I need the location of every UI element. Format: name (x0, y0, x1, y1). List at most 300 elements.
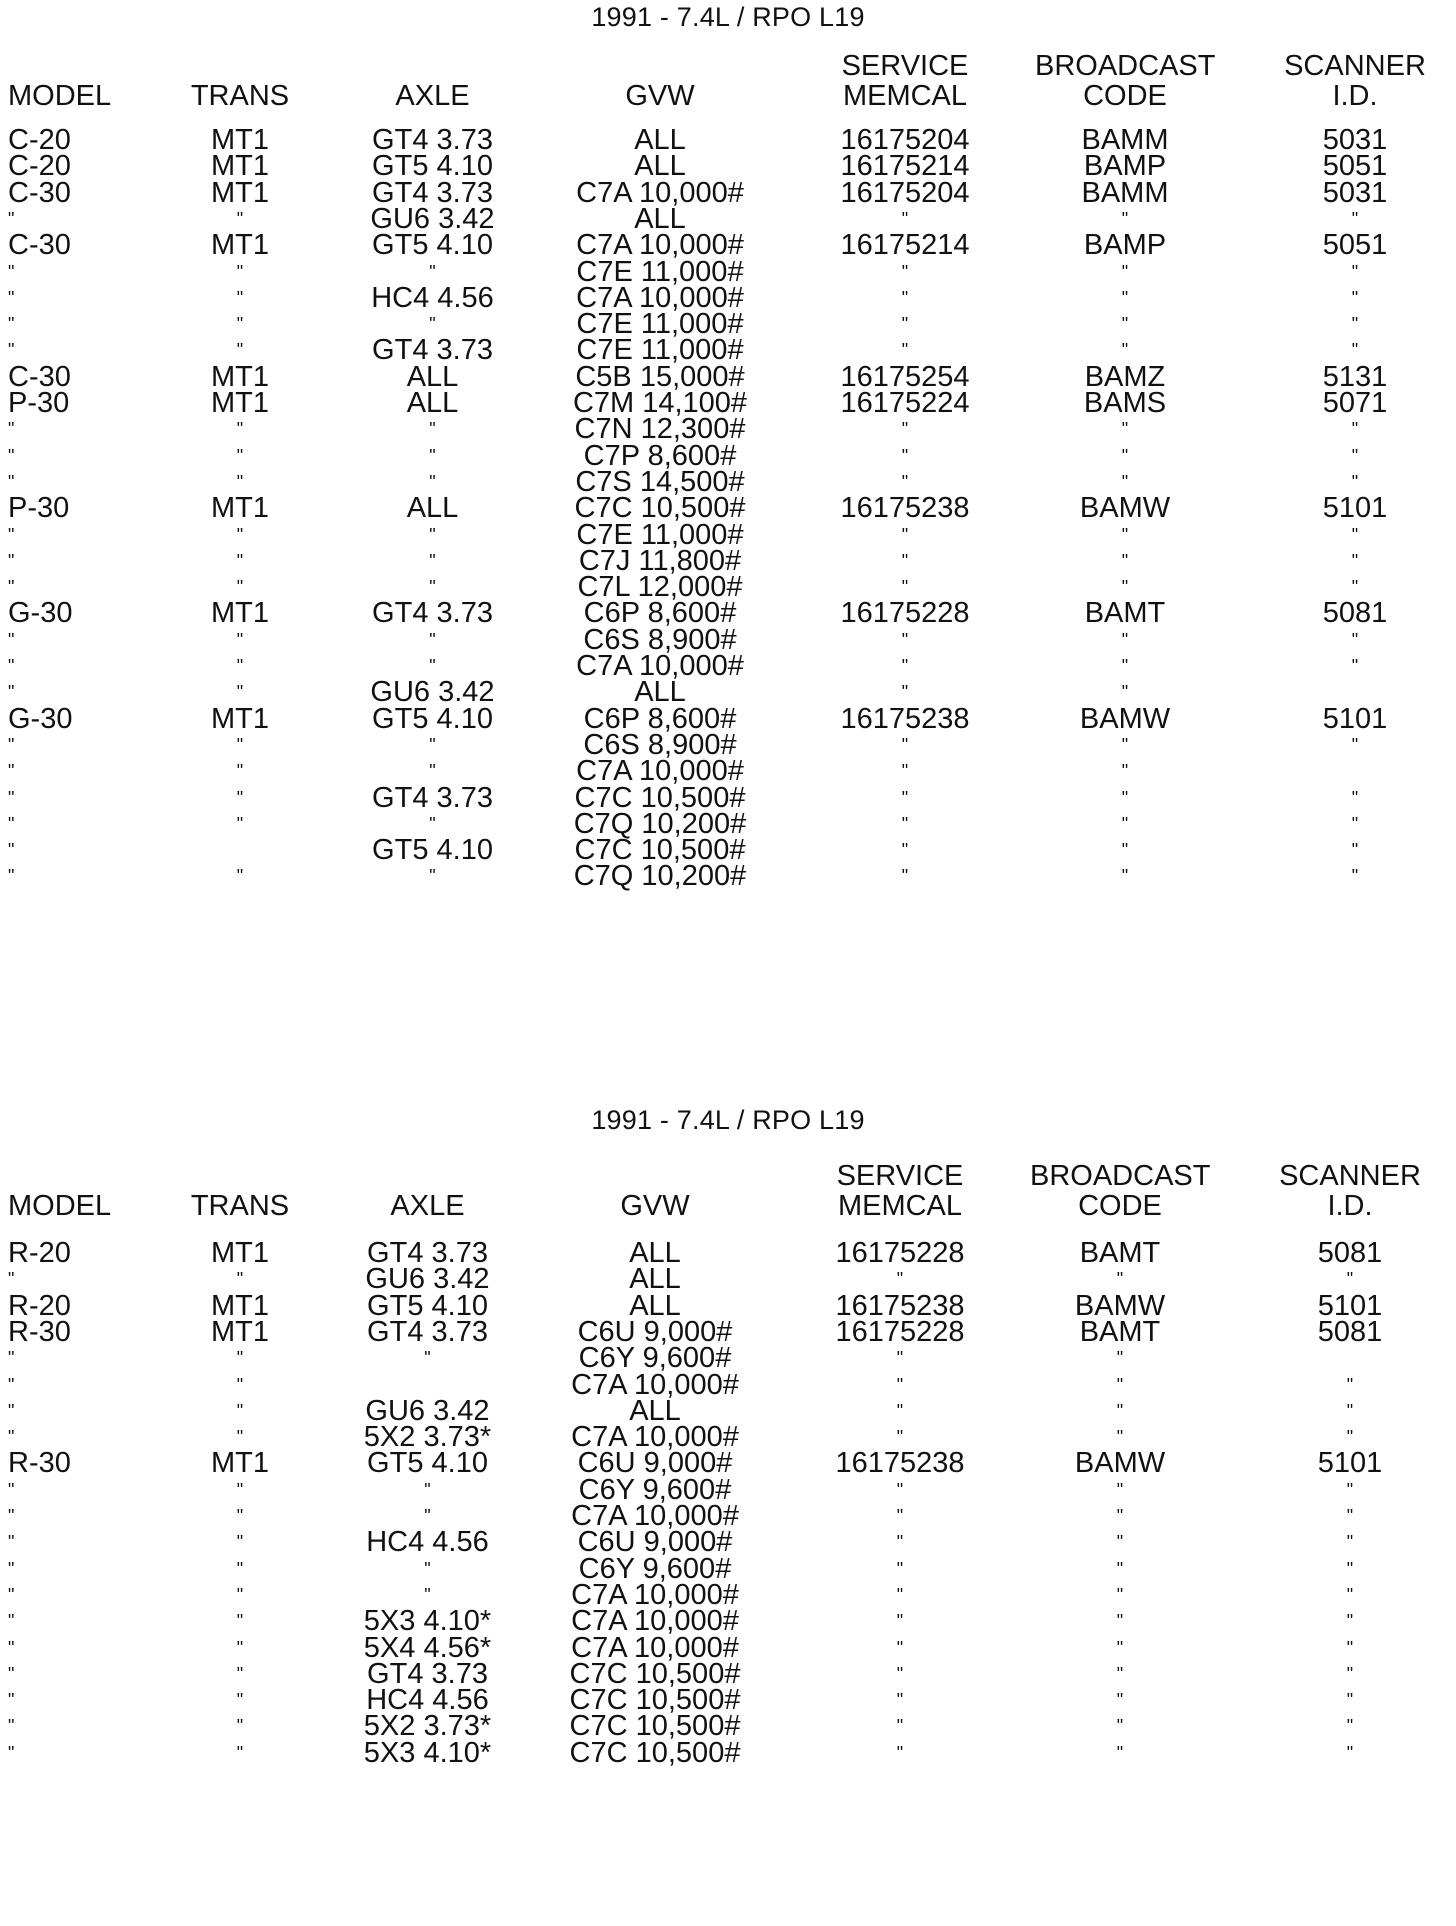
header-service: SERVICE (836, 1160, 964, 1192)
cell-model: " (8, 1348, 15, 1369)
cell-model: " (8, 1479, 15, 1500)
cell-axle: " (429, 656, 436, 676)
cell-trans: " (236, 1663, 244, 1684)
cell-model: R-30 (8, 1315, 71, 1348)
cell-axle: " (424, 1479, 431, 1500)
cell-trans: " (236, 577, 244, 598)
cell-gvw: C6U 9,000# (577, 1315, 733, 1348)
cell-memcal: 16175224 (840, 387, 970, 419)
cell-axle: " (424, 1506, 431, 1526)
cell-trans: " (236, 419, 244, 440)
cell-trans: " (236, 445, 244, 466)
cell-memcal: " (896, 1742, 904, 1763)
cell-model: " (8, 445, 15, 466)
cell-model: " (8, 787, 15, 808)
cell-scanner: 5051 (1322, 229, 1388, 262)
cell-gvw: C7E 11,000# (576, 308, 744, 341)
cell-axle: " (429, 813, 436, 834)
cell-code: " (1121, 734, 1129, 755)
cell-model: " (8, 1663, 15, 1684)
cell-trans: " (236, 866, 244, 887)
cell-trans: " (236, 340, 244, 361)
header-trans: TRANS (190, 1190, 290, 1222)
cell-trans: MT1 (211, 387, 269, 419)
cell-gvw: C7C 10,500# (569, 1657, 741, 1690)
cell-gvw: C7A 10,000# (571, 1605, 739, 1638)
cell-memcal: " (901, 208, 909, 229)
cell-axle: " (429, 524, 436, 545)
cell-scanner: " (1351, 787, 1359, 808)
cell-axle: GT5 4.10 (372, 229, 493, 262)
header-model: MODEL (8, 80, 112, 112)
cell-axle: GT5 4.10 (372, 702, 493, 735)
cell-code: " (1116, 1400, 1124, 1421)
header-trans: TRANS (190, 80, 290, 112)
cell-scanner: " (1351, 208, 1359, 229)
cell-code: BAMT (1079, 1315, 1161, 1348)
cell-scanner: " (1351, 813, 1359, 834)
cell-code: BAMZ (1084, 360, 1166, 393)
cell-code: BAMP (1083, 150, 1167, 183)
cell-gvw: C6Y 9,600# (578, 1473, 732, 1506)
cell-memcal: " (901, 445, 909, 466)
cell-model: R-20 (8, 1289, 71, 1322)
cell-memcal: " (901, 787, 909, 808)
cell-model: " (8, 629, 15, 650)
cell-trans: " (236, 1716, 244, 1737)
cell-gvw: C6P 8,600# (583, 597, 737, 630)
cell-memcal: " (896, 1584, 904, 1605)
cell-memcal: 16175238 (840, 492, 970, 525)
cell-memcal: " (901, 287, 909, 308)
cell-scanner: " (1351, 629, 1359, 650)
cell-code: " (1121, 208, 1129, 229)
header-id: I.D. (1332, 80, 1378, 112)
cell-axle: GU6 3.42 (365, 1394, 490, 1427)
cell-memcal: " (896, 1637, 904, 1658)
cell-memcal: " (901, 524, 909, 545)
cell-model: " (8, 577, 15, 598)
cell-code: " (1121, 813, 1129, 834)
cell-gvw: C7N 12,300# (574, 413, 746, 446)
cell-scanner: 5081 (1317, 1315, 1383, 1348)
header-memcal: MEMCAL (842, 80, 968, 112)
cell-code: " (1116, 1690, 1124, 1711)
cell-code: " (1121, 340, 1129, 361)
cell-axle: GT4 3.73 (372, 124, 493, 156)
cell-gvw: C6U 9,000# (577, 1447, 733, 1480)
cell-gvw: C7E 11,000# (576, 334, 744, 367)
cell-memcal: 16175214 (840, 229, 970, 262)
cell-trans: " (236, 1400, 244, 1421)
cell-model: " (8, 524, 15, 545)
cell-scanner: " (1351, 445, 1359, 466)
cell-model: " (8, 761, 15, 782)
cell-trans: MT1 (211, 1289, 269, 1322)
cell-gvw: ALL (629, 1394, 681, 1427)
cell-memcal: " (901, 471, 909, 492)
cell-axle: " (429, 261, 436, 282)
cell-gvw: C7Q 10,200# (573, 860, 747, 893)
cell-axle: " (429, 419, 436, 440)
cell-model: " (8, 1269, 15, 1290)
cell-scanner: " (1351, 340, 1359, 361)
cell-axle: 5X3 4.10* (363, 1736, 492, 1769)
cell-scanner: 5031 (1322, 124, 1388, 156)
cell-gvw: ALL (629, 1263, 681, 1296)
cell-scanner: " (1346, 1506, 1354, 1526)
cell-scanner: " (1351, 656, 1359, 676)
cell-trans: " (236, 1637, 244, 1658)
cell-axle: GT4 3.73 (372, 334, 493, 367)
cell-model: " (8, 471, 15, 492)
cell-memcal: " (901, 261, 909, 282)
cell-gvw: C7A 10,000# (576, 281, 744, 314)
cell-code: BAMT (1084, 597, 1166, 630)
cell-axle: " (424, 1584, 431, 1605)
cell-axle: GU6 3.42 (370, 202, 495, 235)
cell-memcal: " (896, 1269, 904, 1290)
cell-gvw: C7L 12,000# (577, 571, 743, 604)
cell-trans: " (236, 550, 244, 571)
header-memcal: MEMCAL (837, 1190, 963, 1222)
cell-gvw: ALL (629, 1237, 681, 1269)
cell-gvw: C7C 10,500# (574, 834, 746, 867)
cell-code: " (1121, 656, 1129, 676)
cell-scanner: " (1351, 734, 1359, 755)
cell-code: BAMM (1081, 124, 1169, 156)
cell-model: " (8, 1742, 15, 1763)
cell-scanner: " (1346, 1374, 1354, 1395)
cell-gvw: C6S 8,900# (583, 728, 737, 761)
cell-trans: " (236, 682, 244, 703)
cell-axle: GT4 3.73 (372, 597, 493, 630)
header-scanner: SCANNER (1279, 1160, 1421, 1192)
cell-axle: " (429, 471, 436, 492)
cell-code: BAMM (1081, 176, 1169, 209)
cell-code: " (1121, 577, 1129, 598)
cell-trans: MT1 (211, 1315, 269, 1348)
cell-memcal: " (896, 1374, 904, 1395)
cell-model: " (8, 550, 15, 571)
cell-model: " (8, 1558, 15, 1579)
header-code: CODE (1083, 80, 1167, 112)
cell-trans: MT1 (211, 597, 269, 630)
cell-axle: GT4 3.73 (367, 1237, 488, 1269)
cell-model: R-30 (8, 1447, 71, 1480)
cell-gvw: C7A 10,000# (576, 229, 744, 262)
cell-gvw: C7M 14,100# (572, 387, 748, 419)
cell-scanner: " (1346, 1427, 1354, 1448)
cell-trans: " (236, 261, 244, 282)
cell-axle: GT5 4.10 (372, 834, 493, 867)
cell-model: " (8, 813, 15, 834)
cell-scanner: 5101 (1322, 492, 1388, 525)
cell-model: " (8, 682, 15, 703)
cell-model: C-20 (8, 150, 71, 183)
cell-memcal: " (896, 1479, 904, 1500)
cell-gvw: C6Y 9,600# (578, 1342, 732, 1375)
cell-code: " (1121, 471, 1129, 492)
cell-gvw: C7Q 10,200# (573, 807, 747, 840)
cell-scanner: 5101 (1317, 1289, 1383, 1322)
cell-axle: " (429, 577, 436, 598)
cell-axle: GT5 4.10 (372, 150, 493, 183)
cell-code: " (1116, 1611, 1124, 1632)
cell-trans: " (236, 787, 244, 808)
cell-memcal: " (896, 1663, 904, 1684)
cell-memcal: " (896, 1690, 904, 1711)
cell-axle: HC4 4.56 (366, 1526, 489, 1559)
cell-model: " (8, 1611, 15, 1632)
cell-model: P-30 (8, 387, 70, 419)
cell-gvw: C7A 10,000# (571, 1631, 739, 1664)
cell-axle: 5X4 4.56* (363, 1631, 492, 1664)
cell-gvw: ALL (634, 150, 686, 183)
cell-gvw: C6U 9,000# (577, 1526, 733, 1559)
cell-trans: " (236, 761, 244, 782)
cell-code: " (1116, 1427, 1124, 1448)
cell-model: " (8, 1400, 15, 1421)
cell-gvw: C7C 10,500# (569, 1710, 741, 1743)
cell-trans: " (236, 1584, 244, 1605)
cell-axle: GT5 4.10 (367, 1447, 488, 1480)
cell-model: " (8, 866, 15, 887)
cell-code: " (1116, 1663, 1124, 1684)
cell-gvw: C7E 11,000# (576, 255, 744, 288)
cell-gvw: C7E 11,000# (576, 518, 744, 551)
cell-model: C-30 (8, 360, 71, 393)
cell-memcal: " (901, 577, 909, 598)
header-service: SERVICE (841, 50, 969, 82)
cell-axle: GT4 3.73 (367, 1657, 488, 1690)
cell-scanner: " (1346, 1400, 1354, 1421)
cell-scanner: " (1351, 261, 1359, 282)
cell-code: BAMW (1079, 702, 1171, 735)
cell-memcal: " (901, 340, 909, 361)
cell-memcal: " (896, 1558, 904, 1579)
cell-trans: MT1 (211, 124, 269, 156)
cell-scanner: " (1346, 1716, 1354, 1737)
cell-axle: " (429, 314, 436, 335)
cell-axle: " (429, 761, 436, 782)
cell-memcal: " (901, 840, 909, 861)
cell-code: " (1121, 287, 1129, 308)
cell-memcal: 16175238 (835, 1447, 965, 1480)
cell-code: BAMT (1079, 1237, 1161, 1269)
cell-code: " (1121, 629, 1129, 650)
cell-memcal: " (896, 1716, 904, 1737)
cell-code: " (1121, 445, 1129, 466)
cell-axle: 5X2 3.73* (363, 1421, 492, 1454)
cell-model: P-30 (8, 492, 70, 525)
cell-memcal: " (901, 734, 909, 755)
cell-gvw: ALL (634, 676, 686, 709)
header-gvw: GVW (620, 1190, 690, 1222)
cell-memcal: " (896, 1506, 904, 1526)
cell-trans: " (236, 1558, 244, 1579)
cell-scanner: " (1346, 1637, 1354, 1658)
cell-scanner: " (1351, 524, 1359, 545)
header-broadcast: BROADCAST (1030, 1160, 1211, 1192)
cell-scanner: 5101 (1322, 702, 1388, 735)
cell-memcal: 16175254 (840, 360, 970, 393)
cell-trans: " (236, 1427, 244, 1448)
cell-trans: " (236, 734, 244, 755)
cell-memcal: " (901, 866, 909, 887)
header-model: MODEL (8, 1190, 112, 1222)
cell-gvw: C7S 14,500# (575, 465, 745, 498)
cell-axle: GT4 3.73 (372, 781, 493, 814)
cell-axle: " (429, 629, 436, 650)
cell-trans: MT1 (211, 1237, 269, 1269)
cell-gvw: C6P 8,600# (583, 702, 737, 735)
cell-scanner: " (1351, 866, 1359, 887)
cell-code: " (1121, 840, 1129, 861)
cell-axle: GT5 4.10 (367, 1289, 488, 1322)
cell-memcal: " (901, 761, 909, 782)
cell-model: " (8, 1637, 15, 1658)
cell-scanner: 5101 (1317, 1447, 1383, 1480)
cell-scanner: " (1346, 1584, 1354, 1605)
cell-memcal: " (901, 314, 909, 335)
cell-axle: GU6 3.42 (365, 1263, 490, 1296)
cell-memcal: 16175204 (840, 124, 970, 156)
cell-axle: " (429, 866, 436, 887)
cell-axle: ALL (406, 360, 459, 393)
cell-model: " (8, 1532, 15, 1553)
cell-trans: MT1 (211, 150, 269, 183)
cell-trans: " (236, 287, 244, 308)
cell-axle: ALL (406, 492, 459, 525)
cell-trans: " (236, 471, 244, 492)
cell-gvw: C7A 10,000# (576, 650, 744, 682)
cell-gvw: ALL (629, 1289, 681, 1322)
cell-model: " (8, 656, 15, 676)
cell-model: " (8, 840, 15, 861)
cell-model: " (8, 1716, 15, 1737)
cell-code: " (1121, 419, 1129, 440)
cell-trans: " (236, 813, 244, 834)
cell-code: " (1116, 1584, 1124, 1605)
cell-gvw: C6S 8,900# (583, 623, 737, 656)
cell-memcal: " (901, 656, 909, 676)
cell-trans: MT1 (211, 702, 269, 735)
cell-memcal: 16175228 (835, 1315, 965, 1348)
cell-gvw: C7A 10,000# (571, 1500, 739, 1532)
cell-code: " (1121, 682, 1129, 703)
section-title: 1991 - 7.4L / RPO L19 (591, 1105, 865, 1135)
cell-scanner: 5051 (1322, 150, 1388, 183)
cell-scanner: " (1346, 1611, 1354, 1632)
cell-code: " (1121, 550, 1129, 571)
cell-model: C-30 (8, 229, 71, 262)
cell-scanner: " (1351, 287, 1359, 308)
cell-trans: " (236, 1611, 244, 1632)
cell-trans: MT1 (211, 1447, 269, 1480)
cell-trans: " (236, 1742, 244, 1763)
section-title: 1991 - 7.4L / RPO L19 (591, 2, 865, 32)
cell-scanner: 5131 (1322, 360, 1388, 393)
cell-trans: MT1 (211, 492, 269, 525)
cell-trans: " (236, 656, 244, 676)
cell-gvw: C7A 10,000# (571, 1578, 739, 1611)
cell-axle: HC4 4.56 (366, 1684, 489, 1717)
cell-code: BAMW (1074, 1447, 1166, 1480)
cell-scanner: " (1351, 314, 1359, 335)
cell-trans: " (236, 1269, 244, 1290)
cell-memcal: 16175204 (840, 176, 970, 209)
cell-scanner: 5071 (1322, 387, 1388, 419)
cell-axle: " (424, 1558, 431, 1579)
cell-gvw: C7A 10,000# (576, 755, 744, 788)
header-broadcast: BROADCAST (1035, 50, 1216, 82)
cell-scanner: " (1351, 550, 1359, 571)
cell-trans: MT1 (211, 176, 269, 209)
cell-code: " (1116, 1348, 1124, 1369)
cell-scanner: " (1351, 419, 1359, 440)
cell-code: BAMW (1079, 492, 1171, 525)
cell-scanner: " (1346, 1532, 1354, 1553)
cell-scanner: " (1351, 577, 1359, 598)
cell-gvw: ALL (634, 124, 686, 156)
cell-model: " (8, 208, 15, 229)
cell-model: G-30 (8, 702, 73, 735)
cell-memcal: " (901, 550, 909, 571)
cell-trans: " (236, 629, 244, 650)
header-axle: AXLE (390, 1190, 465, 1222)
cell-gvw: C7C 10,500# (574, 492, 746, 525)
header-id: I.D. (1327, 1190, 1373, 1222)
cell-memcal: " (901, 813, 909, 834)
cell-trans: MT1 (211, 360, 269, 393)
cell-model: " (8, 1690, 15, 1711)
cell-code: " (1121, 787, 1129, 808)
cell-code: " (1116, 1532, 1124, 1553)
cell-code: BAMS (1083, 387, 1167, 419)
cell-code: BAMP (1083, 229, 1167, 262)
cell-axle: GU6 3.42 (370, 676, 495, 709)
cell-scanner: " (1346, 1742, 1354, 1763)
cell-memcal: " (901, 419, 909, 440)
cell-code: " (1116, 1637, 1124, 1658)
cell-axle: " (429, 734, 436, 755)
cell-model: " (8, 340, 15, 361)
cell-code: " (1116, 1269, 1124, 1290)
cell-code: " (1116, 1374, 1124, 1395)
cell-model: C-20 (8, 124, 71, 156)
cell-model: G-30 (8, 597, 73, 630)
cell-axle: " (424, 1348, 431, 1369)
cell-gvw: C7A 10,000# (571, 1421, 739, 1454)
cell-trans: " (236, 524, 244, 545)
header-gvw: GVW (625, 80, 695, 112)
cell-trans: " (236, 1479, 244, 1500)
cell-model: " (8, 1506, 15, 1526)
cell-memcal: 16175228 (840, 597, 970, 630)
cell-gvw: C5B 15,000# (575, 360, 745, 393)
cell-code: " (1121, 524, 1129, 545)
cell-model: " (8, 1584, 15, 1605)
cell-code: " (1116, 1716, 1124, 1737)
header-axle: AXLE (395, 80, 470, 112)
cell-gvw: C7A 10,000# (576, 176, 744, 209)
cell-gvw: C7A 10,000# (571, 1368, 739, 1401)
cell-memcal: 16175214 (840, 150, 970, 183)
cell-trans: " (236, 1690, 244, 1711)
cell-gvw: C7C 10,500# (574, 781, 746, 814)
cell-gvw: C7C 10,500# (569, 1736, 741, 1769)
